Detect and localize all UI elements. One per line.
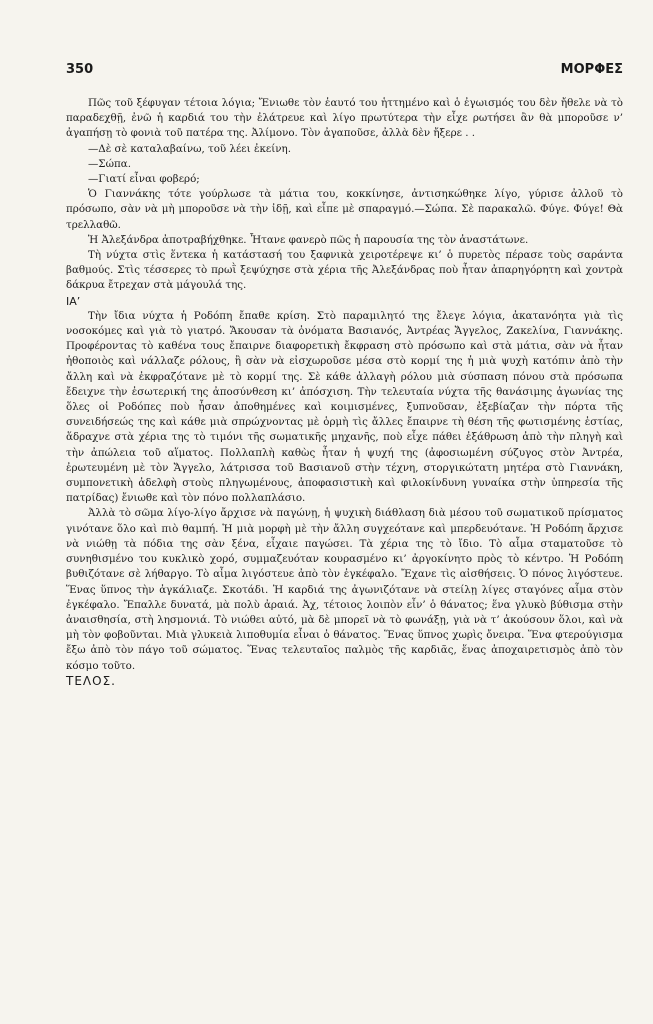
paragraph: Ἀλλὰ τὸ σῶμα λίγο-λίγο ἄρχισε νὰ παγώνῃ, ἡ ψυχικὴ διάθλαση διὰ μέσου τοῦ σωματικοῦ πρίσματος γινότανε ὅλο καὶ πιὸ θαμπή. Ἡ μιὰ μορφὴ μὲ τὴν ἄλλη συγχεότανε καὶ μπερδευότανε. Ἡ Ροδόπη ἄρχισε νὰ νιώθῃ τὰ πόδια της σὰν ξένα, εἶχαιε παγώσει. Τὰ χέρια της τὸ ἴδιο. Τὸ αἷμα σταματοῦσε τὸ συνηθισμένο του κυκλικὸ χορό, συμμαζευόταν κουρασμένο κι’ ἀργοκίνητο πρὸς τὸ κέντρο. Ἡ Ροδόπη βυθιζότανε σὲ λήθαργο. Τὸ αἷμα λιγόστευε ἀπὸ τὸν ἐγκέφαλο. Ἔχανε τὶς αἰσθήσεις. Ὁ πόνος λιγόστευε. Ἕνας ὕπνος τὴν ἀγκάλιαζε. Σκοτάδι. Ἡ καρδιά της ἀγωνιζότανε νὰ στείλῃ λίγες σταγόνες αἷμα στὸν ἐγκέφαλο. Ἔπαλλε δυνατά, μὰ πολὺ ἀραιά. Ἀχ, τέτοιος λοιπὸν εἶν’ ὁ θάνατος; ἕνα γλυκὸ βύθισμα στὴν ἀναισθησία, στὴ λησμονιά. Τὸ νιώθει αὐτό, μὰ δὲ μπορεῖ νὰ τὸ φωνάξῃ, γιὰ νὰ τ’ ἀκούσουν ὅλοι, καὶ νὰ μὴ τὸν φοβοῦνται. Μιὰ γλυκειὰ λιποθυμία εἶναι ὁ θάνατος. Ἕνας ὕπνος χωρὶς ὄνειρα. Ἕνα φτερούγισμα ἔξω ἀπὸ τὸν πάγο τοῦ σώματος. Ἕνας τελευταῖος παλμὸς τῆς καρδιᾶς, ἕνας ἀποχαιρετισμὸς ἀπὸ τὸν κόσμο τοῦτο. — [66, 507, 623, 672]
dialogue-line: —Δὲ σὲ καταλαβαίνω, τοῦ λέει ἐκείνη. — [88, 142, 291, 155]
paragraph: Ἡ Ἀλεξάνδρα ἀποτραβήχθηκε. Ἦτανε φανερὸ πῶς ἡ παρουσία της τὸν ἀναστάτωνε. — [88, 233, 529, 246]
page-number: 350 — [66, 62, 94, 77]
end-mark: ΤΕΛΟΣ. — [66, 673, 116, 688]
running-title: ΜΟΡΦΕΣ — [560, 62, 623, 77]
paragraph: Ὁ Γιαννάκης τότε γούρλωσε τὰ μάτια του, κοκκίνησε, ἀντισηκώθηκε λίγο, γύρισε ἀλλοῦ τὸ πρόσωπο, σὰν νὰ μὴ μποροῦσε νὰ τὴν ἰδῇ, καὶ εἶπε μὲ σπαραγμό.—Σώπα. Σὲ παρακαλῶ. Φύγε. Φύγε! Θὰ τρελλαθῶ. — [66, 188, 623, 231]
body-text — [66, 96, 623, 689]
paragraph: Πῶς τοῦ ξέφυγαν τέτοια λόγια; Ἔνιωθε τὸν ἑαυτό του ἡττημένο καὶ ὁ ἐγωισμός του δὲν ἤθελε νὰ τὸ παραδεχθῇ, ἐνῶ ἡ καρδιά του τὴν ἐλάτρευε καὶ λίγο πρωτύτερα τὴν εἶχε ρωτήσει ἂν θὰ μποροῦσε ν’ ἀγαπήσῃ τὸ φονιὰ τοῦ πατέρα της. Ἀλίμονο. Τὸν ἀγαποῦσε, ἀλλὰ δὲν ἤξερε . . — [66, 97, 623, 140]
dialogue-line: —Σώπα. — [88, 157, 131, 170]
dialogue-line: —Γιατί εἶναι φοβερό; — [88, 173, 200, 186]
section-heading: ΙΑ’ — [66, 294, 81, 308]
paragraph: Τὴ νύχτα στὶς ἕντεκα ἡ κατάστασή του ξαφνικὰ χειροτέρεψε κι’ ὁ πυρετὸς πέρασε τοὺς σαράντα βαθμούς. Στὶς τέσσερες τὸ πρωῒ ξεψύχησε στὰ χέρια τῆς Ἀλεξάνδρας ποὺ ἦταν ἀπαρηγόρητη καὶ χοντρὰ δάκρυα ἔτρεχαν στὰ μάγουλά της. — [66, 249, 623, 292]
paragraph: Τὴν ἴδια νύχτα ἡ Ροδόπη ἔπαθε κρίση. Στὸ παραμιλητό της ἔλεγε λόγια, ἀκατανόητα γιὰ τὶς νοσοκόμες καὶ γιὰ τὸ γιατρό. Ἄκουσαν τὰ ὀνόματα Βασιανός, Ἀντρέας Ἄγγελος, Ζακελίνα, Γιαννάκης. Προφέροντας τὸ καθένα τους ἔπαιρνε διαφορετικὴ ἔκφραση στὸ πρόσωπο καὶ στὰ μάτια, σὰν νὰ ἦταν ἠθοποιὸς καὶ νάλλαζε ρόλους, ἢ σὰν νὰ εἰσχωροῦσε μέσα στὸ κορμί της ἡ μιὰ ψυχὴ κατόπιν ἀπὸ τὴν ἄλλη καὶ νὰ ἐκφραζότανε μὲ τὸ κορμί της. Σὲ κάθε ἀλλαγὴ ρόλου μιὰ σύσπαση πόνου στὰ πρόσωπα ἔδειχνε τὴν ἐσωτερική της ἀποσύνθεση κι’ ἀπόσχιση. Τὴν τελευταία νύχτα τῆς θανάσιμης ἀγωνίας της ὅλες οἱ Ροδόπες ποὺ ἦσαν ἀποθημένες καὶ κοιμισμένες, ξυπνοῦσαν, ἐξεβίαζαν τὴν πόρτα τῆς συνειδήσεώς της καὶ κάθε μιὰ σπρώχνοντας μὲ ὁρμὴ τὶς ἄλλες ἔπαιρνε τὴ θέση τῆς φωτισμένης ἑστίας, ἅδραχνε στὰ χέρια της τὸ τιμόνι τῆς σωματικῆς μηχανῆς, ποὺ εἶχε πάθει ἐξάθρωση ἀπὸ τὴν πληγὴ καὶ τὴν ἀπώλεια τοῦ αἵματος. Πολλαπλὴ καθὼς ἦταν ἡ ψυχή της (ἀφοσιωμένη σύζυγος στὸν Ἀντρέα, ἐρωτευμένη μὲ τὸν Ἄγγελο, λάτρισσα τοῦ Βασιανοῦ στὴν τέχνη, στοργικώτατη μητέρα στὸ Γιαννάκη, συμπονετικὴ ἀδελφὴ στοὺς πληγωμένους, ἀποφασιστικὴ καὶ φιλοκίνδυνη γυναίκα στὴν ὑπηρεσία τῆς πατρίδας) ἔνιωθε καὶ τὸν πόνο πολλαπλάσιο. — [66, 309, 623, 505]
page-header — [66, 62, 623, 82]
